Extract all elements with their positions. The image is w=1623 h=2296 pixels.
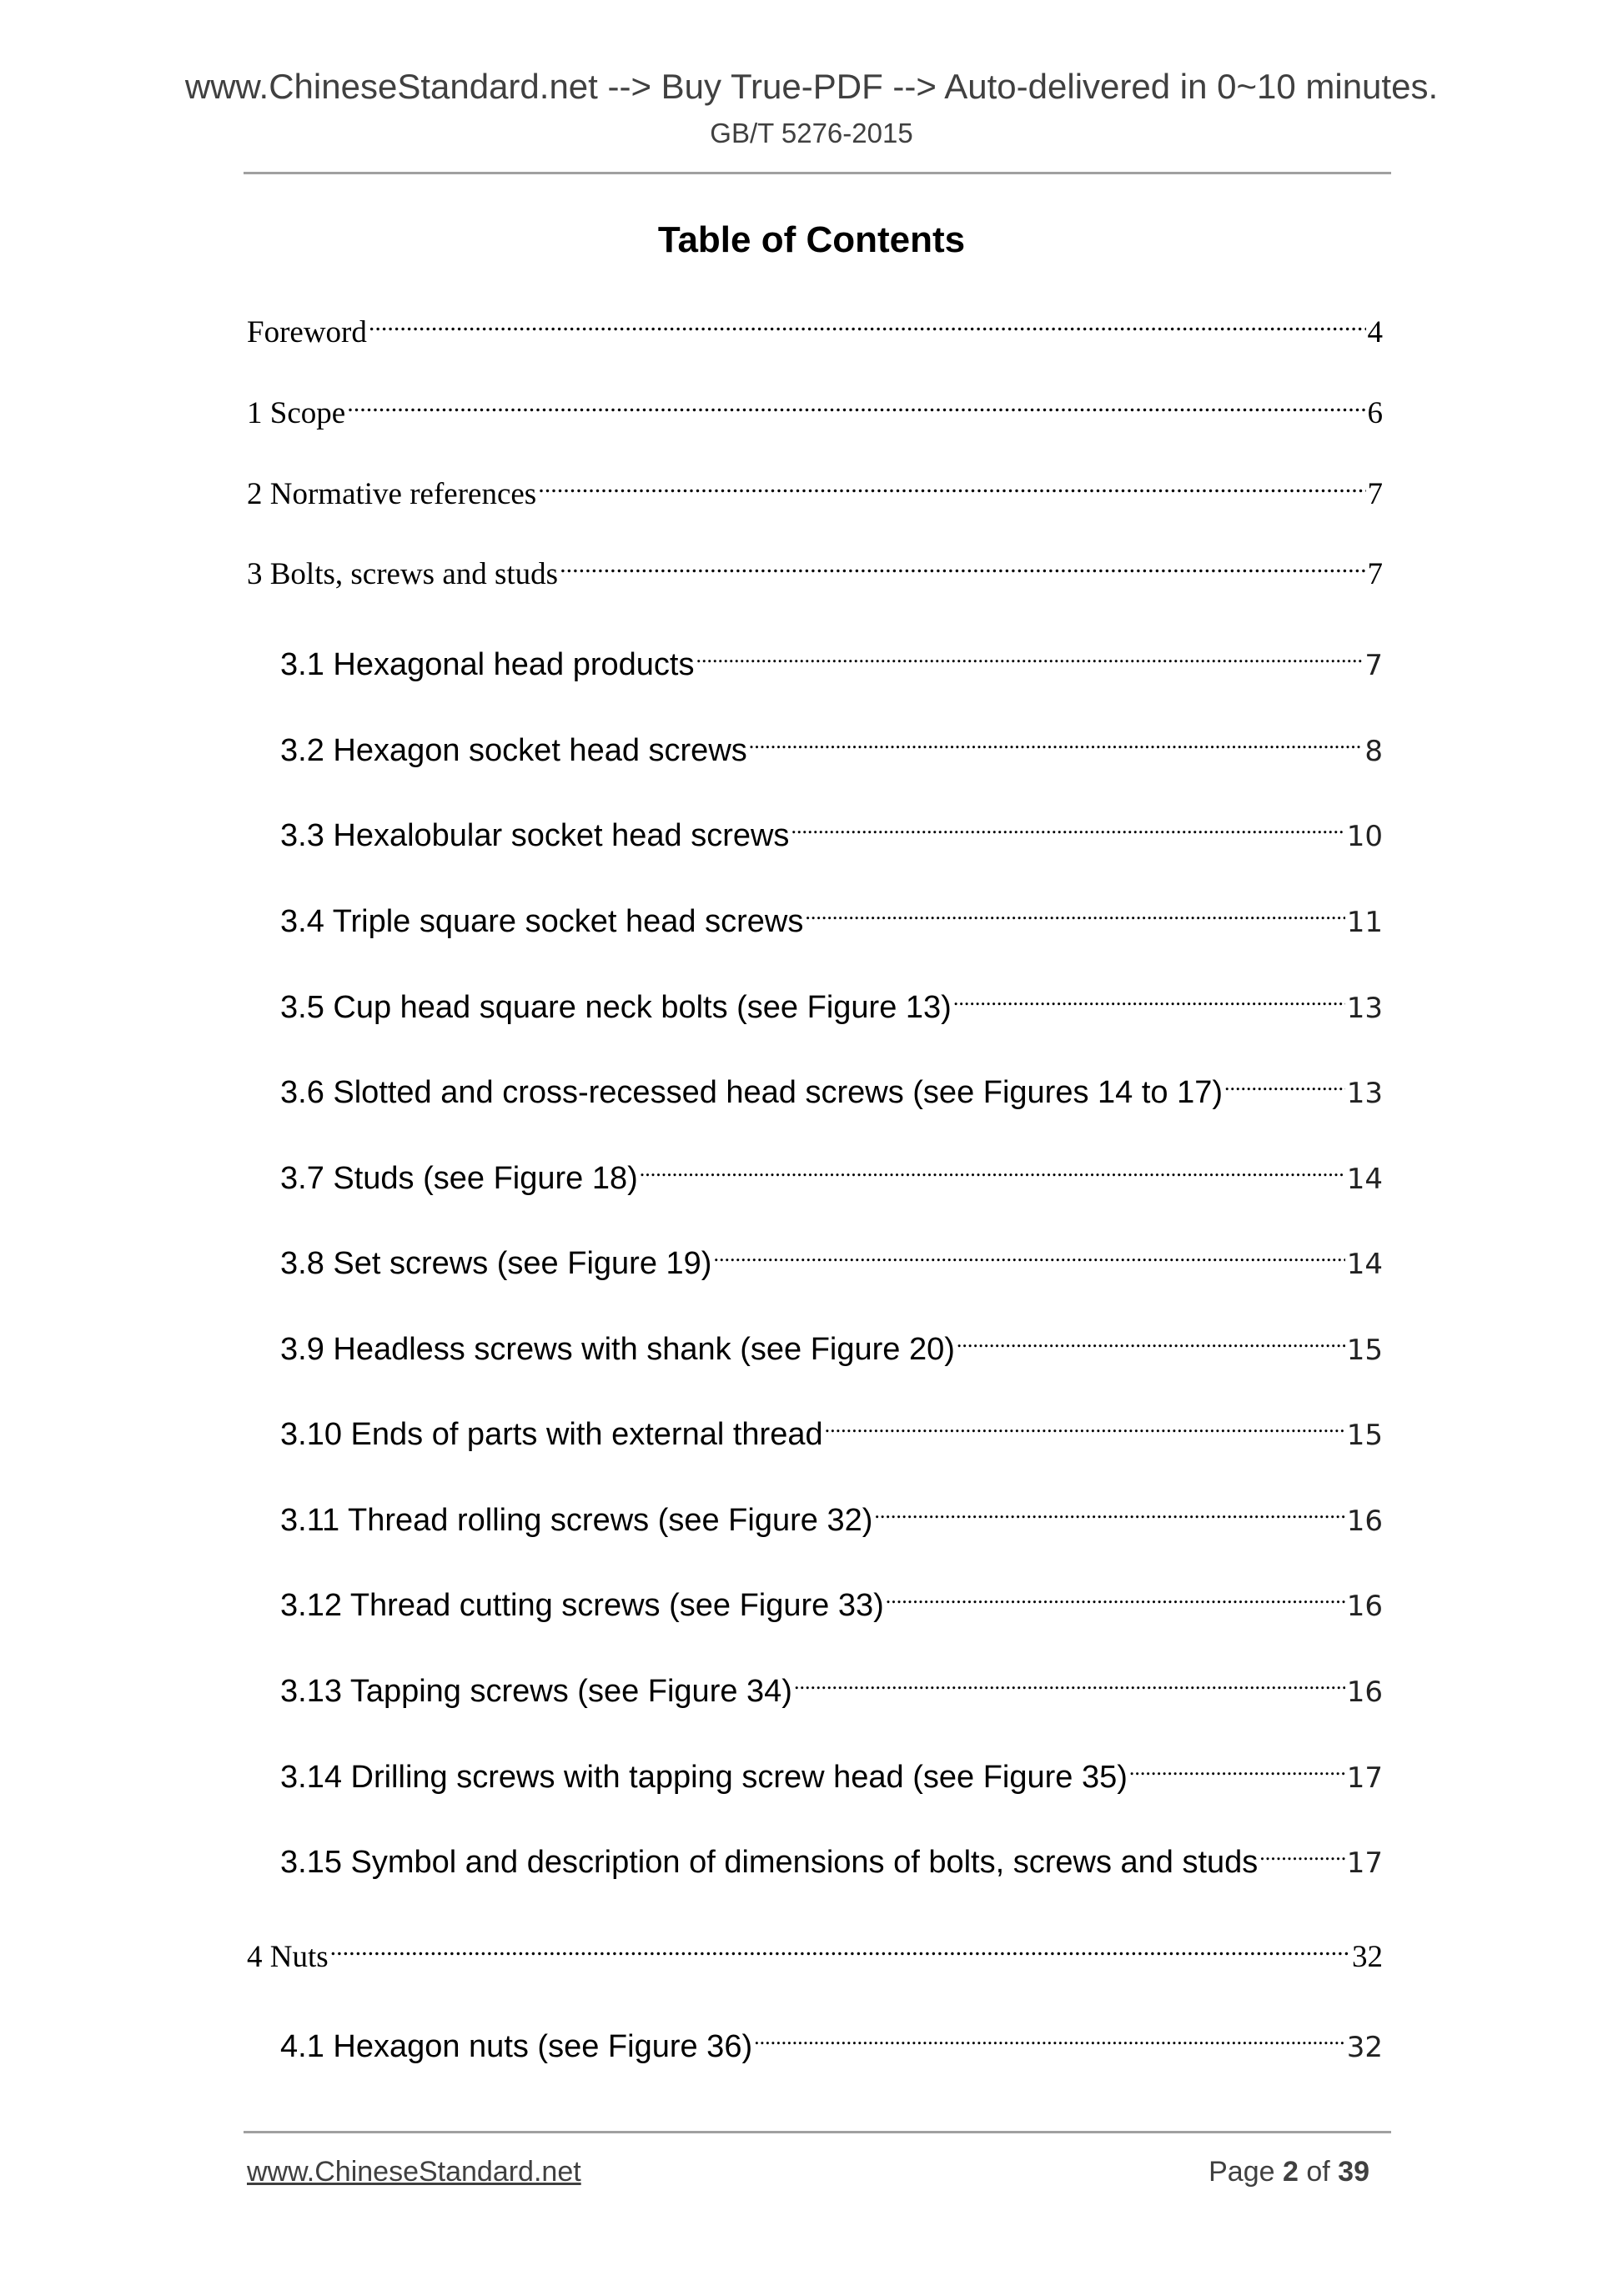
toc-entry-4-1[interactable] <box>280 2025 1383 2068</box>
toc-entry-page: 13 <box>1346 992 1383 1025</box>
toc-entry-label: 2 Normative references <box>247 477 537 511</box>
toc-entry-page: 8 <box>1364 735 1383 768</box>
standard-code: GB/T 5276-2015 <box>710 118 913 148</box>
toc-entry-bolts-screws-studs[interactable] <box>247 553 1383 595</box>
total-pages: 39 <box>1338 2156 1369 2188</box>
page-prefix: Page <box>1208 2156 1275 2188</box>
toc-entry-page: 17 <box>1346 1761 1383 1795</box>
toc-entry-3-6[interactable] <box>280 1071 1383 1114</box>
toc-entry-scope[interactable] <box>247 392 1383 435</box>
toc-entry-page: 7 <box>1367 557 1383 591</box>
toc-entry-3-13[interactable] <box>280 1670 1383 1713</box>
dot-leader <box>369 311 1366 342</box>
toc-entry-page: 14 <box>1346 1163 1383 1196</box>
toc-entry-label: 3.5 Cup head square neck bolts (see Figure 13) <box>280 990 952 1025</box>
toc-entry-3-12[interactable] <box>280 1584 1383 1627</box>
toc-entry-label: 3.7 Studs (see Figure 18) <box>280 1161 638 1196</box>
toc-entry-3-4[interactable] <box>280 900 1383 943</box>
footer-site-link[interactable]: www.ChineseStandard.net <box>247 2156 581 2188</box>
toc-entry-label: 3.13 Tapping screws (see Figure 34) <box>280 1674 792 1709</box>
toc-entry-page: 14 <box>1346 1248 1383 1281</box>
toc-entry-label: 3.12 Thread cutting screws (see Figure 33) <box>280 1588 884 1623</box>
toc-entry-page: 15 <box>1346 1334 1383 1367</box>
dot-leader <box>1129 1756 1345 1787</box>
toc-entry-page: 16 <box>1346 1505 1383 1538</box>
toc-entry-3-11[interactable] <box>280 1499 1383 1542</box>
header-promo-line: www.ChineseStandard.net --> Buy True-PDF --> Auto-delivered in 0~10 minutes. <box>184 67 1439 106</box>
toc-entry-page: 10 <box>1346 820 1383 853</box>
toc-entry-label: 4.1 Hexagon nuts (see Figure 36) <box>280 2029 753 2064</box>
toc-entry-label: 3.9 Headless screws with shank (see Figure 20) <box>280 1332 955 1367</box>
dot-leader <box>640 1157 1345 1188</box>
toc-entry-3-2[interactable] <box>280 729 1383 772</box>
toc-entry-label: 1 Scope <box>247 396 346 430</box>
toc-entry-page: 32 <box>1352 1940 1383 1974</box>
toc-entry-nuts[interactable] <box>247 1936 1383 1978</box>
dot-leader <box>330 1936 1350 1967</box>
footer-divider <box>244 2131 1391 2133</box>
toc-entry-page: 32 <box>1346 2031 1383 2064</box>
dot-leader <box>953 986 1345 1017</box>
dot-leader <box>886 1584 1345 1615</box>
toc-entry-3-7[interactable] <box>280 1157 1383 1200</box>
toc-entry-label: 3.1 Hexagonal head products <box>280 647 695 682</box>
toc-entry-page: 15 <box>1346 1419 1383 1452</box>
dot-leader <box>754 2025 1345 2057</box>
toc-entry-3-14[interactable] <box>280 1756 1383 1799</box>
dot-leader <box>713 1242 1344 1274</box>
toc-entry-label: 3 Bolts, screws and studs <box>247 557 559 591</box>
toc-entry-page: 6 <box>1367 396 1383 430</box>
toc-entry-normative-references[interactable] <box>247 473 1383 515</box>
toc-entry-page: 16 <box>1346 1676 1383 1709</box>
toc-entry-label: 4 Nuts <box>247 1940 329 1974</box>
toc-entry-page: 4 <box>1367 315 1383 349</box>
toc-entry-page: 17 <box>1346 1846 1383 1880</box>
toc-entry-label: 3.3 Hexalobular socket head screws <box>280 818 790 853</box>
toc-entry-foreword[interactable] <box>247 311 1383 354</box>
toc-entry-label: 3.14 Drilling screws with tapping screw head (see Figure 35) <box>280 1760 1128 1795</box>
toc-entry-label: 3.2 Hexagon socket head screws <box>280 733 747 768</box>
toc-entry-3-10[interactable] <box>280 1413 1383 1456</box>
page-of: of <box>1306 2156 1330 2188</box>
toc-entry-3-15[interactable] <box>280 1841 1383 1884</box>
toc-entry-page: 7 <box>1367 477 1383 511</box>
toc-entry-page: 11 <box>1346 906 1383 939</box>
toc-entry-label: 3.4 Triple square socket head screws <box>280 904 804 939</box>
toc-entry-label: Foreword <box>247 315 367 349</box>
toc-entry-3-1[interactable] <box>280 643 1383 686</box>
header-divider <box>244 172 1391 174</box>
dot-leader <box>791 814 1344 846</box>
toc-entry-page: 7 <box>1364 649 1383 682</box>
dot-leader <box>347 392 1365 423</box>
dot-leader <box>957 1328 1345 1359</box>
dot-leader <box>1224 1071 1345 1103</box>
toc-entry-3-8[interactable] <box>280 1242 1383 1285</box>
dot-leader <box>560 553 1365 584</box>
dot-leader <box>825 1413 1345 1444</box>
current-page-number: 2 <box>1282 2156 1299 2188</box>
page-title: Table of Contents <box>657 219 966 260</box>
dot-leader <box>749 729 1364 761</box>
toc-entry-label: 3.8 Set screws (see Figure 19) <box>280 1246 712 1281</box>
page-indicator <box>1201 2153 1369 2190</box>
toc-entry-label: 3.6 Slotted and cross-recessed head screws (see Figures 14 to 17) <box>280 1075 1224 1110</box>
toc-entry-3-5[interactable] <box>280 986 1383 1029</box>
toc-entry-label: 3.15 Symbol and description of dimensions of bolts, screws and studs <box>280 1845 1259 1880</box>
dot-leader <box>1259 1841 1344 1872</box>
toc-entry-page: 13 <box>1346 1077 1383 1110</box>
dot-leader <box>874 1499 1344 1530</box>
toc-entry-page: 16 <box>1346 1590 1383 1623</box>
toc-entry-3-3[interactable] <box>280 814 1383 857</box>
dot-leader <box>805 900 1344 932</box>
toc-entry-label: 3.10 Ends of parts with external thread <box>280 1417 823 1452</box>
toc-entry-label: 3.11 Thread rolling screws (see Figure 32) <box>280 1503 873 1538</box>
toc-entry-3-9[interactable] <box>280 1328 1383 1371</box>
dot-leader <box>794 1670 1345 1701</box>
dot-leader <box>538 473 1365 504</box>
dot-leader <box>696 643 1363 675</box>
